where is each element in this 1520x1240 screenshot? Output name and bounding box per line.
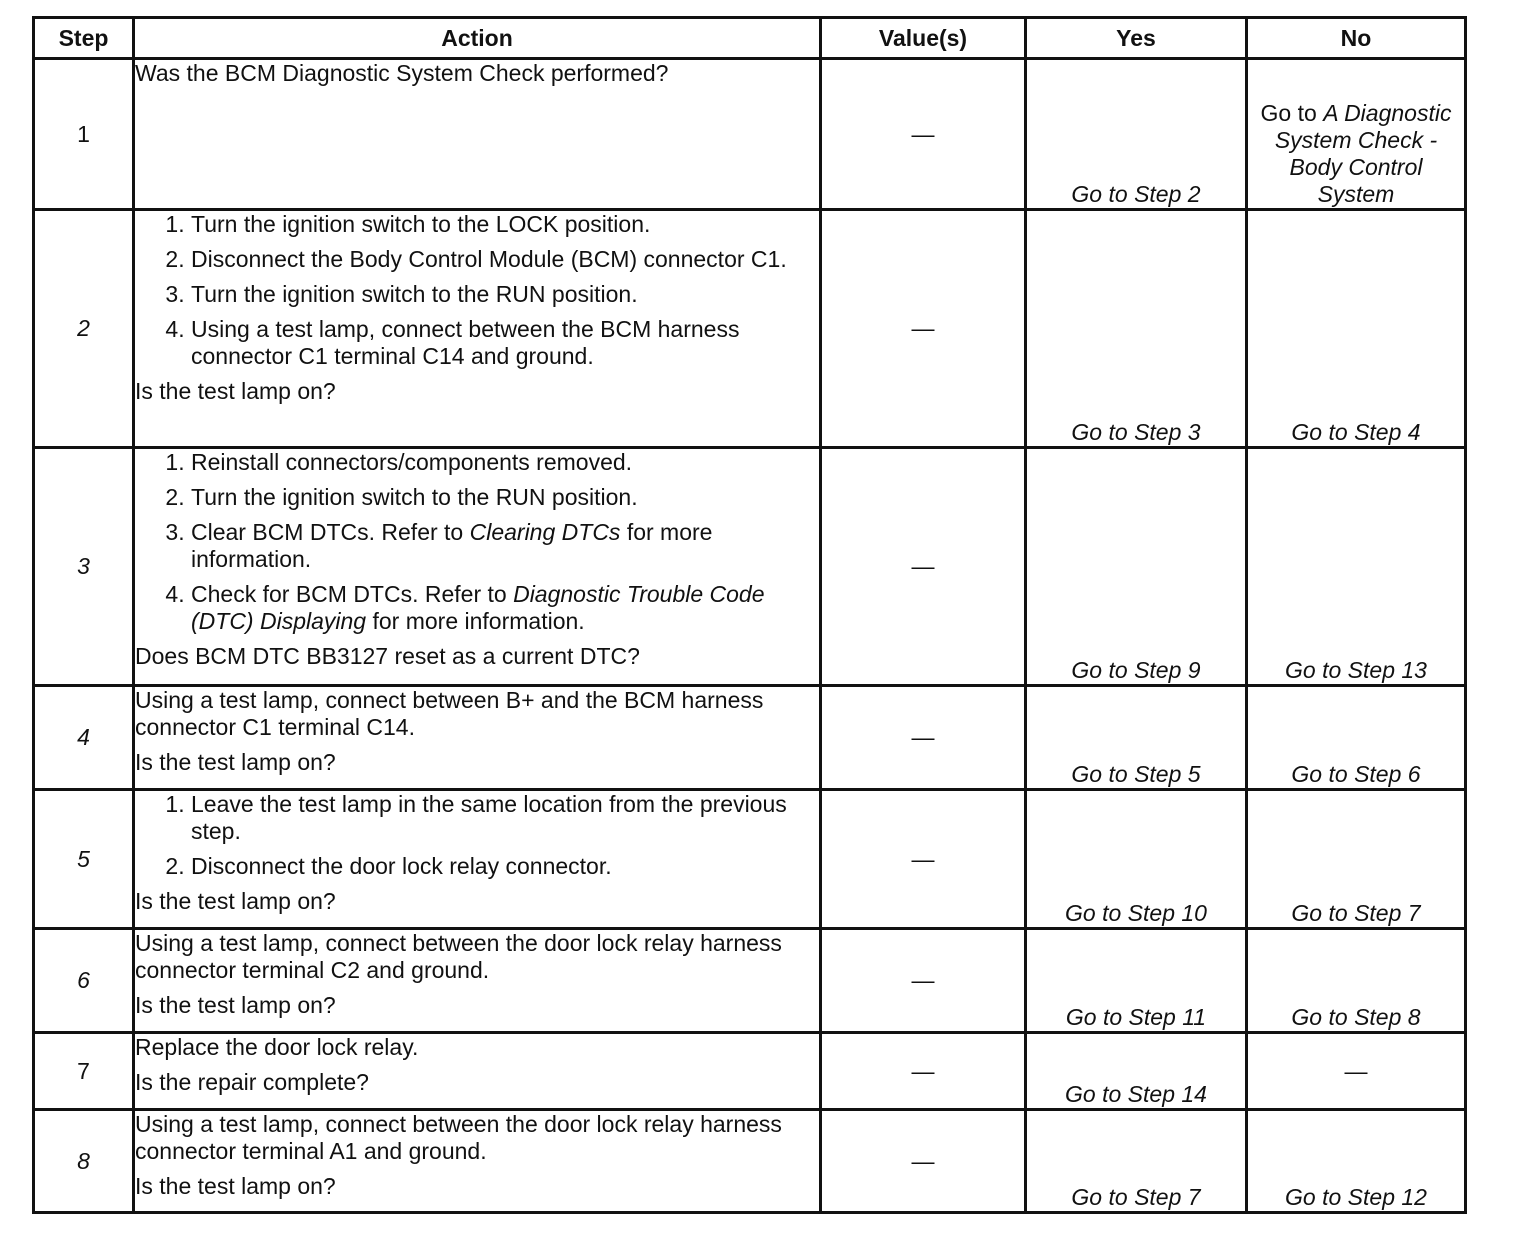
action-list [135,449,819,635]
list-item: 1. Reinstall connectors/components removed. [191,449,819,476]
no-cell: Go to Step 8 [1247,929,1466,1033]
action-text: Using a test lamp, connect between the door lock relay harness connector terminal A1 and ground. [135,1111,782,1164]
table-row [34,686,1466,790]
step-number: 4 [34,686,134,790]
no-cell: Go to Step 6 [1247,686,1466,790]
table-row [34,790,1466,929]
action-cell [134,1110,821,1213]
no-cell: Go to Step 12 [1247,1110,1466,1213]
header-row [34,18,1466,59]
value-cell: — [821,929,1026,1033]
list-item [191,581,819,635]
yes-cell: Go to Step 9 [1026,448,1247,686]
table-row [34,1110,1466,1213]
value-cell: — [821,210,1026,448]
action-question: Is the repair complete? [135,1069,369,1095]
value-cell: — [821,1110,1026,1213]
list-item: 2. Disconnect the door lock relay connector. [191,853,819,880]
list-item: 1. Leave the test lamp in the same location from the previous step. [191,791,819,845]
step-number: 8 [34,1110,134,1213]
step-number: 7 [34,1033,134,1110]
table-row [34,59,1466,210]
action-cell [134,210,821,448]
yes-cell: Go to Step 5 [1026,686,1247,790]
list-item: 2. Turn the ignition switch to the RUN position. [191,484,819,511]
header-yes: Yes [1026,18,1247,59]
no-cell: Go to Step 7 [1247,790,1466,929]
step-number: 6 [34,929,134,1033]
action-question: Was the BCM Diagnostic System Check performed? [135,60,669,86]
list-item: 4. Using a test lamp, connect between the BCM harness connector C1 terminal C14 and ground. [191,316,819,370]
no-cell: — [1247,1033,1466,1110]
no-cell [1247,59,1466,210]
yes-cell: Go to Step 3 [1026,210,1247,448]
action-question: Is the test lamp on? [135,888,336,914]
action-question: Is the test lamp on? [135,378,336,404]
yes-cell: Go to Step 2 [1026,59,1247,210]
action-cell [134,686,821,790]
yes-cell: Go to Step 7 [1026,1110,1247,1213]
list-item: 3. Turn the ignition switch to the RUN position. [191,281,819,308]
action-cell [134,1033,821,1110]
step-number: 1 [34,59,134,210]
list-item: 1. Turn the ignition switch to the LOCK position. [191,211,819,238]
no-cell: Go to Step 4 [1247,210,1466,448]
action-text: Replace the door lock relay. [135,1034,419,1060]
action-question: Is the test lamp on? [135,1173,336,1199]
step-number: 5 [34,790,134,929]
action-list [135,211,819,370]
yes-cell: Go to Step 11 [1026,929,1247,1033]
header-step: Step [34,18,134,59]
action-cell [134,59,821,210]
action-list [135,791,819,880]
table-row [34,1033,1466,1110]
header-action: Action [134,18,821,59]
item-text: for more information. [366,608,585,634]
list-item: 2. Disconnect the Body Control Module (BCM) connector C1. [191,246,819,273]
action-text: Using a test lamp, connect between the door lock relay harness connector terminal C2 and ground. [135,930,782,983]
no-cell: Go to Step 13 [1247,448,1466,686]
clearing-dtcs-reference: Clearing DTCs [469,519,621,545]
item-text: Clear BCM DTCs. Refer to [191,519,470,545]
value-cell: — [821,686,1026,790]
diagnostic-table [32,16,1467,1214]
value-cell: — [821,448,1026,686]
value-cell: — [821,59,1026,210]
action-cell [134,448,821,686]
table-row [34,448,1466,686]
list-item [191,519,819,573]
yes-cell: Go to Step 14 [1026,1033,1247,1110]
header-values: Value(s) [821,18,1026,59]
yes-cell: Go to Step 10 [1026,790,1247,929]
action-question: Is the test lamp on? [135,749,336,775]
header-no: No [1247,18,1466,59]
dtc-displaying-reference: Diagnostic Trouble Code (DTC) Displaying [191,581,765,634]
item-text: for more information. [191,519,713,572]
action-question: Is the test lamp on? [135,992,336,1018]
item-text: Check for BCM DTCs. Refer to [191,581,514,607]
no-reference: A Diagnostic System Check - Body Control System [1274,100,1452,207]
step-number: 3 [34,448,134,686]
step-number: 2 [34,210,134,448]
action-question: Does BCM DTC BB3127 reset as a current DTC? [135,643,640,669]
action-cell [134,929,821,1033]
value-cell: — [821,790,1026,929]
table-row [34,210,1466,448]
table-row [34,929,1466,1033]
action-cell [134,790,821,929]
no-prefix: Go to [1260,100,1324,126]
value-cell: — [821,1033,1026,1110]
action-text: Using a test lamp, connect between B+ and the BCM harness connector C1 terminal C14. [135,687,764,740]
